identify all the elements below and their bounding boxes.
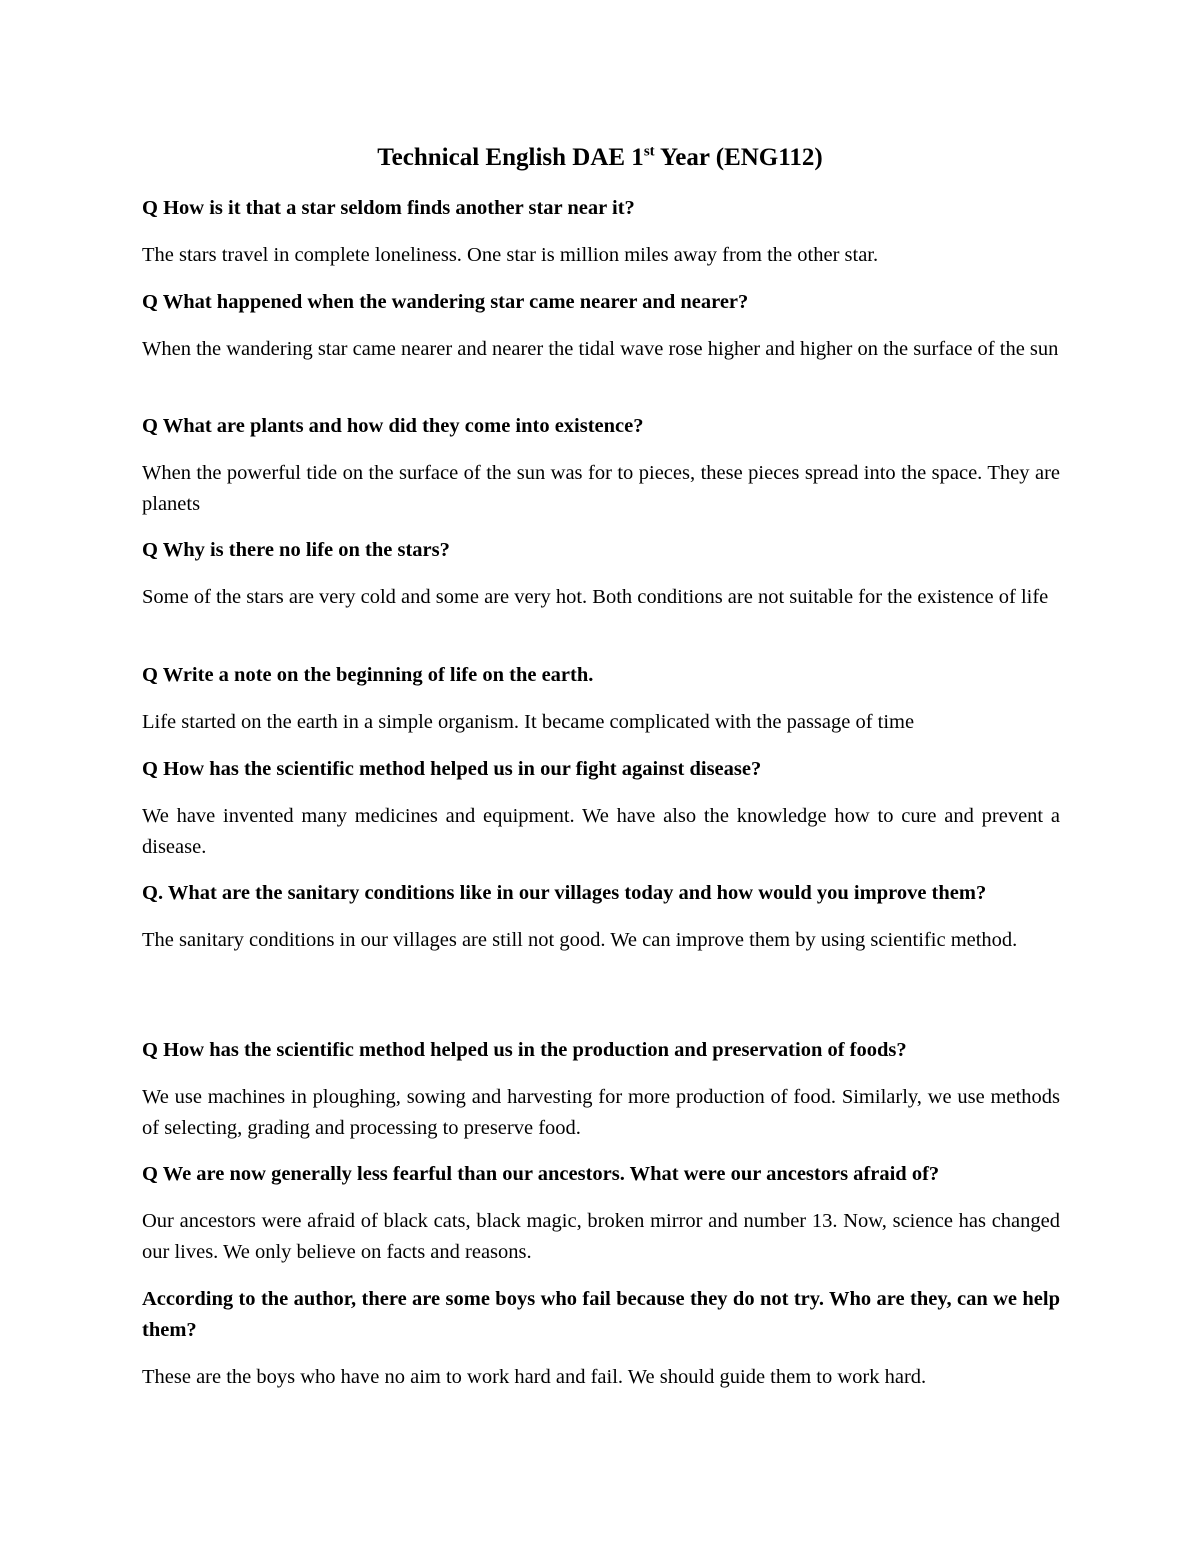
question: Q How is it that a star seldom finds another star near it? (142, 197, 635, 219)
answer: Some of the stars are very cold and some are very hot. Both conditions are not suitable for the existence of life (142, 586, 1049, 608)
title-suffix: Year (ENG112) (654, 144, 823, 171)
answer: Our ancestors were afraid of black cats, black magic, broken mirror and number 13. Now, science has changed our lives. We only believe on facts and reasons. (142, 1210, 1060, 1263)
question: Q. What are the sanitary conditions like in our villages today and how would you improve them? (142, 882, 987, 904)
qa-item-5 (142, 660, 1060, 738)
title-superscript: st (643, 143, 655, 160)
qa-item-3 (142, 411, 1060, 520)
qa-item-4 (142, 535, 1060, 613)
question: Q Write a note on the beginning of life on the earth. (142, 664, 594, 686)
question: Q What happened when the wandering star came nearer and nearer? (142, 291, 749, 313)
question: Q Why is there no life on the stars? (142, 539, 450, 561)
answer: When the powerful tide on the surface of the sun was for to pieces, these pieces spread into the space. They are planets (142, 462, 1060, 515)
qa-item-10 (142, 1284, 1060, 1393)
question: Q What are plants and how did they come into existence? (142, 415, 644, 437)
qa-item-6 (142, 754, 1060, 863)
question: Q How has the scientific method helped us in the production and preservation of foods? (142, 1039, 907, 1061)
page-title (0, 140, 1200, 176)
title-prefix: Technical English DAE 1 (377, 144, 644, 171)
answer: The stars travel in complete loneliness. One star is million miles away from the other star. (142, 244, 879, 266)
answer: These are the boys who have no aim to work hard and fail. We should guide them to work hard. (142, 1366, 927, 1388)
qa-item-1 (142, 193, 1060, 271)
answer: When the wandering star came nearer and nearer the tidal wave rose higher and higher on the surface of the sun (142, 338, 1059, 360)
answer: The sanitary conditions in our villages are still not good. We can improve them by using scientific method. (142, 929, 1018, 951)
answer: We use machines in ploughing, sowing and harvesting for more production of food. Similarly, we use methods of selecting, grading and processing to preserve food. (142, 1086, 1060, 1139)
question: According to the author, there are some boys who fail because they do not try. Who are they, can we help them? (142, 1288, 1060, 1341)
answer: Life started on the earth in a simple organism. It became complicated with the passage of time (142, 711, 915, 733)
qa-item-7 (142, 878, 1060, 956)
answer: We have invented many medicines and equipment. We have also the knowledge how to cure and prevent a disease. (142, 805, 1060, 858)
qa-item-8 (142, 1035, 1060, 1144)
question: Q We are now generally less fearful than our ancestors. What were our ancestors afraid of? (142, 1163, 940, 1185)
question: Q How has the scientific method helped us in our fight against disease? (142, 758, 762, 780)
qa-item-9 (142, 1159, 1060, 1268)
qa-item-2 (142, 287, 1060, 365)
